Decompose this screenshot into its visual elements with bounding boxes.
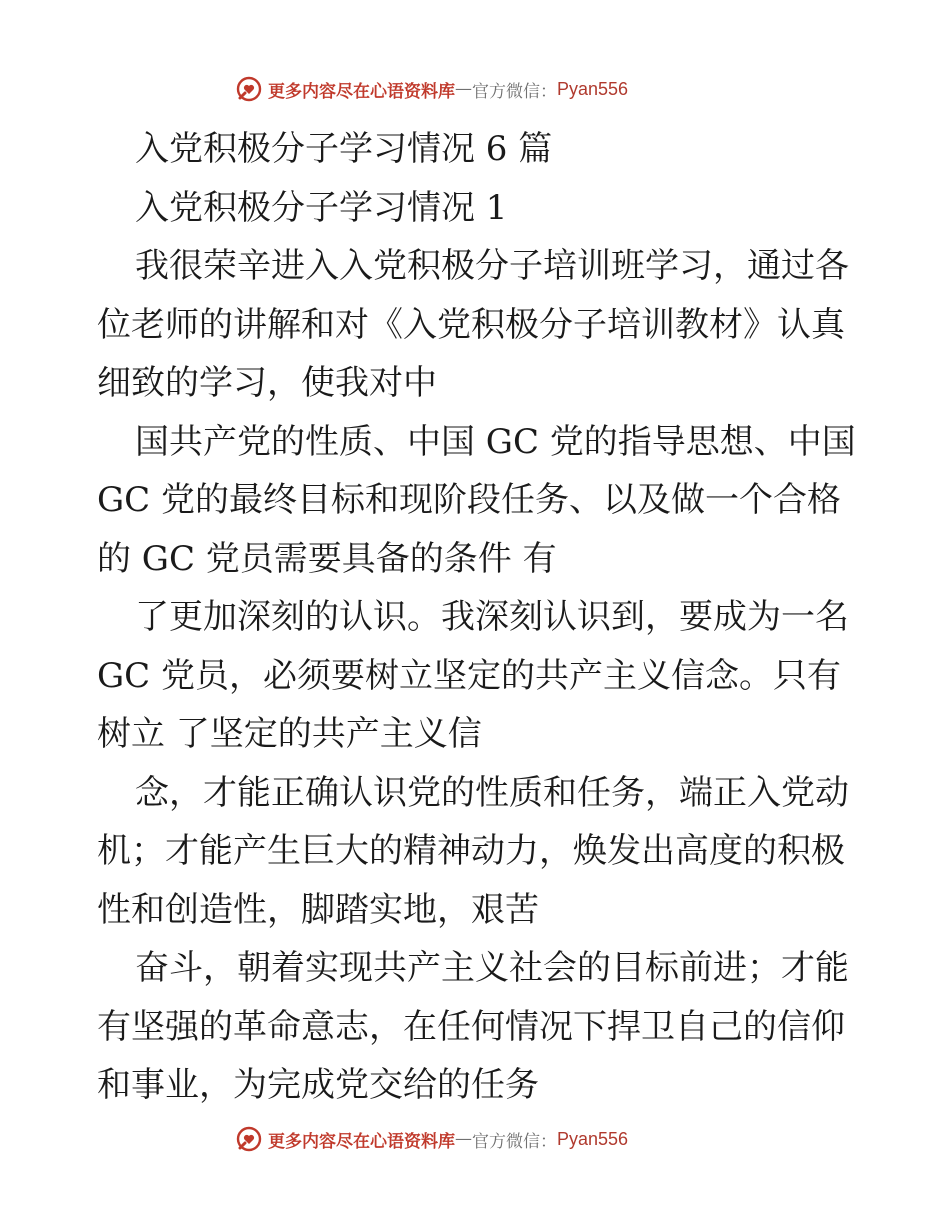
text-line: 位老师的讲解和对《入党积极分子培训教材》认真	[97, 304, 845, 345]
watermark-separator: —	[455, 79, 472, 99]
watermark-wechat-id: Pyan556	[557, 78, 629, 99]
text-line: 入党积极分子学习情况 1	[135, 187, 508, 228]
text-line: 国共产党的性质、中国 GC 党的指导思想、中国	[135, 421, 856, 462]
text-line: GC 党员，必须要树立坚定的共产主义信念。只有	[97, 655, 841, 696]
magnifier-heart-logo-icon	[236, 76, 262, 102]
watermark-wechat-id: Pyan556	[557, 1128, 629, 1149]
text-line: 细致的学习，使我对中	[97, 363, 437, 403]
text-line: 有坚强的革命意志，在任何情况下捍卫自己的信仰	[97, 1006, 845, 1047]
text-line: 性和创造性，脚踏实地，艰苦	[97, 889, 539, 930]
text-line: GC 党的最终目标和现阶段任务、以及做一个合格	[97, 480, 841, 520]
watermark-wechat-label: 官方微信：	[472, 1131, 557, 1152]
header-watermark	[236, 74, 756, 104]
watermark-wechat-label: 官方微信：	[472, 81, 557, 102]
document-body	[97, 120, 857, 1115]
watermark-brand: 更多内容尽在心语资料库	[268, 1131, 455, 1152]
text-line: 念，才能正确认识党的性质和任务，端正入党动	[135, 772, 849, 813]
text-line: 入党积极分子学习情况 6 篇	[135, 129, 553, 169]
text-line: 了更加深刻的认识。我深刻认识到，要成为一名	[135, 597, 849, 637]
text-line: 奋斗，朝着实现共产主义社会的目标前进；才能	[135, 948, 849, 988]
magnifier-heart-logo-icon	[236, 1126, 262, 1152]
footer-watermark	[236, 1124, 756, 1154]
watermark-separator: —	[455, 1129, 472, 1149]
watermark-brand: 更多内容尽在心语资料库	[268, 81, 455, 102]
text-line: 树立 了坚定的共产主义信	[97, 714, 482, 754]
text-line: 和事业，为完成党交给的任务	[97, 1065, 539, 1105]
text-line: 我很荣辛进入入党积极分子培训班学习，通过各	[135, 246, 849, 286]
text-line: 机；才能产生巨大的精神动力，焕发出高度的积极	[97, 831, 845, 871]
text-line: 的 GC 党员需要具备的条件 有	[97, 538, 557, 579]
